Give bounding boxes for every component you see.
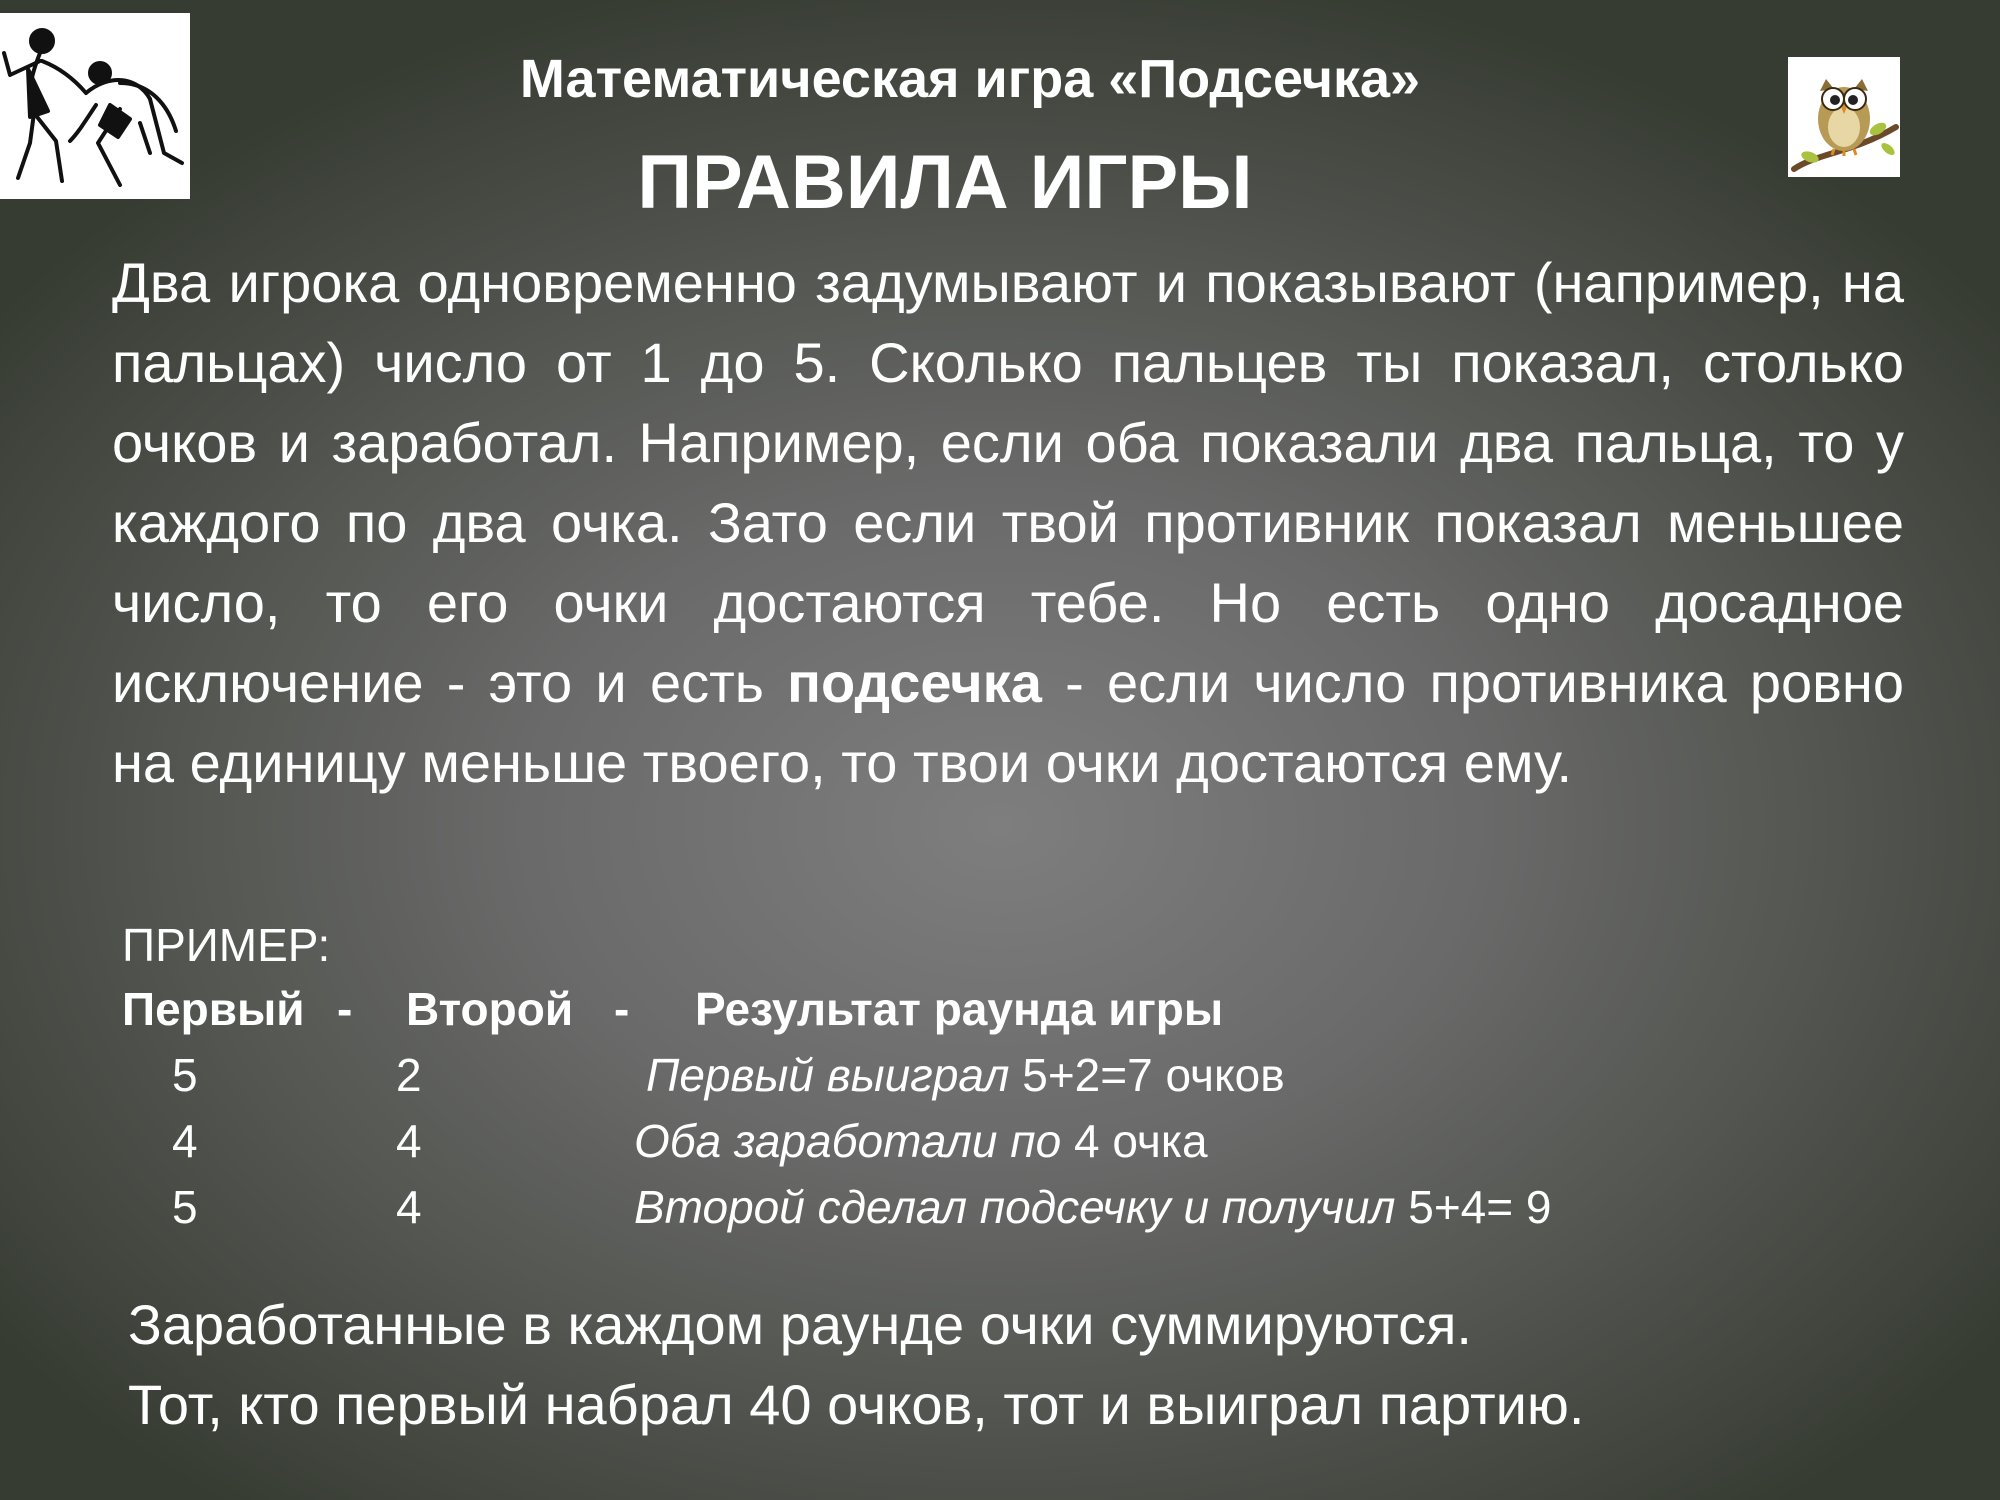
rules-paragraph bbox=[112, 243, 1904, 803]
header-first: Первый bbox=[122, 983, 305, 1035]
row-result-italic: Оба заработали по bbox=[634, 1115, 1062, 1167]
row-second-value: 4 bbox=[396, 1181, 422, 1233]
row-result bbox=[634, 1174, 1552, 1240]
row-result-plain: 4 очка bbox=[1061, 1115, 1208, 1167]
row-result-plain: 5+4= 9 bbox=[1395, 1181, 1552, 1233]
footer-text bbox=[128, 1285, 1584, 1445]
row-result-plain: 5+2=7 очков bbox=[1009, 1049, 1285, 1101]
header-result: Результат раунда игры bbox=[695, 983, 1224, 1035]
subtitle: Математическая игра «Подсечка» bbox=[519, 49, 1421, 109]
row-result bbox=[634, 1108, 1208, 1174]
row-second-value: 4 bbox=[396, 1115, 422, 1167]
header-dash-1: - bbox=[337, 983, 353, 1035]
example-label: ПРИМЕР: bbox=[122, 919, 331, 971]
row-result-italic: Второй сделал подсечку и получил bbox=[634, 1181, 1396, 1233]
table-row bbox=[0, 1174, 2000, 1240]
header-second: Второй bbox=[406, 983, 574, 1035]
footer-line-2: Тот, кто первый набрал 40 очков, тот и выиграл партию. bbox=[128, 1373, 1585, 1436]
footer-line-1: Заработанные в каждом раунде очки суммируются. bbox=[128, 1293, 1472, 1356]
table-row bbox=[0, 1108, 2000, 1174]
page-title: ПРАВИЛА ИГРЫ bbox=[637, 140, 1253, 225]
rules-bold-word: подсечка bbox=[787, 651, 1042, 714]
rules-text-part1: Два игрока одновременно задумывают и показывают (например, на пальцах) число от 1 до 5. Сколько пальцев ты показал, столько очков и заработал. Например, если оба показали два пальца, то у каждого по два очка. Зато если твой противник показал меньшее число, то его очки достаются тебе. Но есть одно досадное исключение - это и есть bbox=[112, 251, 1904, 714]
row-first-value: 5 bbox=[172, 1049, 198, 1101]
header-dash-2: - bbox=[614, 983, 630, 1035]
row-second-value: 2 bbox=[396, 1049, 422, 1101]
example-table-header bbox=[122, 976, 1722, 1042]
table-row bbox=[0, 1042, 2000, 1108]
row-result-italic: Первый выиграл bbox=[646, 1049, 1010, 1101]
rules-text-part2: - если число противника ровно на единицу меньше твоего, то твои очки достаются ему. bbox=[112, 651, 1904, 794]
row-result bbox=[646, 1042, 1285, 1108]
row-first-value: 5 bbox=[172, 1181, 198, 1233]
row-first-value: 4 bbox=[172, 1115, 198, 1167]
